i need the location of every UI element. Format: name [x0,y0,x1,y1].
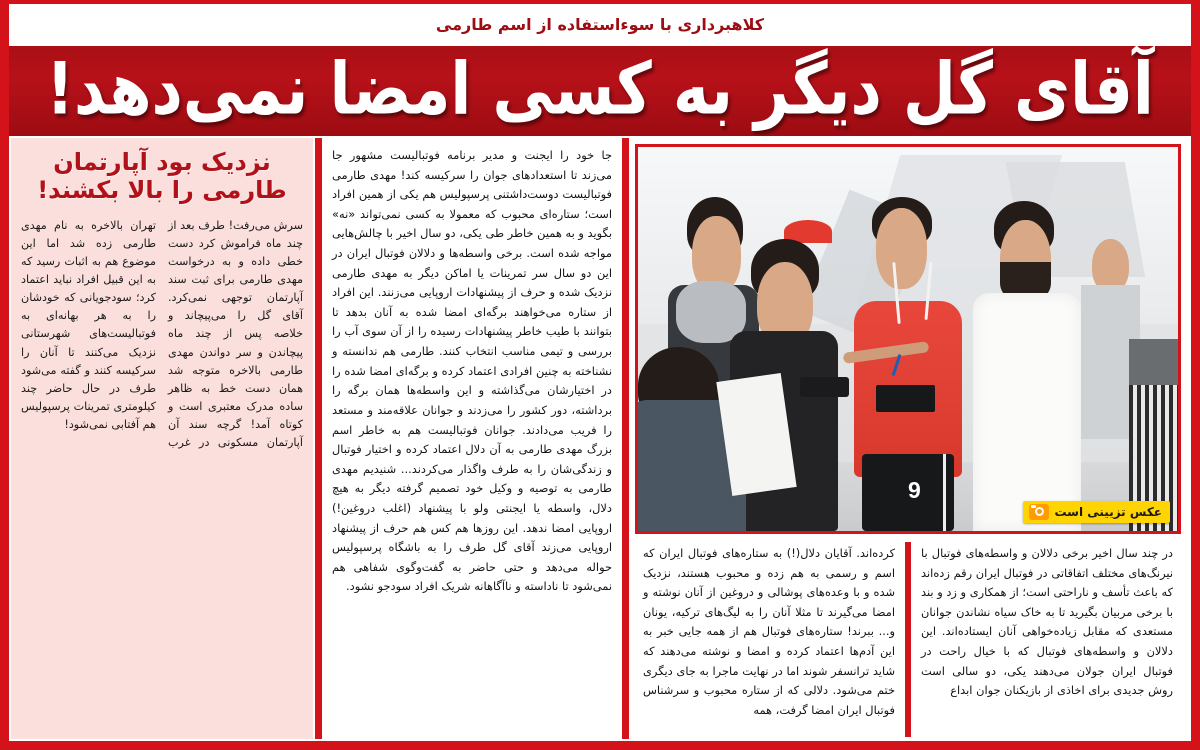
kicker-band [9,0,1191,46]
headline-band [9,46,1191,136]
sidebar-panel [11,138,313,739]
photo-clipboard [876,385,935,412]
photo-mobile-phone [800,377,849,396]
camera-icon [1029,504,1049,520]
photo-fan-3-white-shirt [973,293,1081,531]
column-divider-left-mid [315,138,322,739]
article-body [9,136,1191,741]
photo-credit-badge [1023,501,1170,523]
photo-shorts-stripe [943,454,946,531]
sidebar-body-text: سرش می‌رفت! طرف بعد از چند ماه فراموش کرد دست خطی داده و به درخواست مهدی طارمی برای ثبت سند آپارتمان توجهی نمی‌کرد. آقای گل را می‌پیچاند و خلاصه پس از چند ماه پیچاندن و سر دواندن مهدی طارمی بالاخره متوجه شد همان دست خط به ظاهر ساده مدرک معتبری است و کوتاه آمد! گرچه سند آن آپارتمان مسکونی در غرب تهران بالاخره به نام مهدی طارمی زده شد اما این موضوع هم به اثبات رسید که به این قبیل افراد نباید اعتماد کرد؛ سودجویانی که خودشان را به هر بهانه‌ای به فوتبالیست‌های شهرستانی نزدیک می‌کنند تا آنان را سرکیسه کنند و گفته می‌شود طرف در حال حاضر چند کیلومتری تمرینات پرسپولیس هم آفتابی نمی‌شود! [21,218,303,450]
column-divider-right [905,542,911,737]
column-divider-mid-right [622,138,629,739]
photo-credit-text: عکس تزیینی است [1054,505,1162,519]
article-photo [635,144,1181,534]
column-right-outer: در چند سال اخیر برخی دلالان و واسطه‌های فوتبال با نیرنگ‌های مختلف اتفاقاتی در فوتبال ایران رقم زده‌اند که باعث تأسف و ناراحتی است؛ از همکاری و زد و بند با برخی مربیان بگیرید تا به خاک سیاه نشاندن جوانان مستعدی که مقابل زیاده‌خواهی آنان ایستاده‌اند. این دلالان و واسطه‌های فوتبال که با خیال راحت در فوتبال ایران جولان می‌دهند یکی، دو سالی است روش جدیدی برای اخاذی از بازیکنان جوان ابداع [921,546,1173,698]
right-section [629,136,1191,741]
column-middle: جا خود را ایجنت و مدیر برنامه فوتبالیست مشهور جا می‌زند تا استعدادهای جوان را سرکیسه کند! مهدی طارمی فوتبالیست دوست‌داشتنی پرسپولیس هم یکی از همین افراد است؛ ستاره‌ای محبوب که معمولا به کسی نمی‌تواند «نه» بگوید و به همین خاطر طی یکی، دو سال اخیر با چالش‌هایی مواجه شده است. برخی واسطه‌ها و دلالان فوتبال ایران در این دو سال سر تمرینات یا اماکن دیگر به مهدی طارمی نزدیک شده و حرف از پیشنهادات اروپایی می‌زنند. این افراد از ستاره می‌خواهند برگه‌ای امضا شده به آنان بدهد تا بتوانند با طیب خاطر پیشنهادات رسیده را از آن سوی آب را بررسی و تیمی مناسب انتخاب کنند. طارمی هم ندانسته و نشناخته به چنین افرادی اعتماد کرده و برگه‌ای امضا شده را در اختیارشان می‌گذاشته و این واسطه‌ها همان برگه را برداشته، دور کشور را می‌زدند و جوانان علاقه‌مند و مستعد را فریب می‌دادند. جوانان فوتبالیست هم به خاطر اسم بزرگ مهدی طارمی به آن دلال اعتماد کرده و اختیار فوتبال و زندگی‌شان را به طرف واگذار می‌کردند... شنیدیم مهدی طارمی به توصیه و وکیل خود تصمیم گرفته دیگر به هیچ دلال، واسطه یا ایجنتی ولو با پیشنهاد (اغلب دروغین!) اروپایی امضا ندهد. این روزها هم کس هم حرف از پیشنهاد اروپایی می‌زند آقای گل طرف را به باشگاه پرسپولیس حواله می‌دهد و حتی حاضر به گفت‌وگوی شفاهی هم نمی‌شود تا ناداسته و ناآگاهانه شریک افراد سودجو نشود. [322,136,622,741]
sidebar-subheadline: نزدیک بود آپارتمان طارمی را بالا بکشند! [37,148,287,205]
photo-scene [638,147,1178,531]
photo-subcolumns [635,542,1181,737]
photo-footballer-head [876,208,928,289]
kicker-text: کلاهبرداری با سوءاستفاده از اسم طارمی [435,15,765,34]
page-headline: آقای گل دیگر به کسی امضا نمی‌دهد! [46,46,1154,131]
photo-jersey-number: 9 [908,477,921,504]
column-right-inner: کرده‌اند. آقایان دلال(!) به ستاره‌های فوتبال ایران که اسم و رسمی به هم زده و محبوب هستند، نزدیک شده و با وعده‌های پوشالی و دروغین از آنان نوشته و امضا می‌گیرند تا مثلا آنان را به لیگ‌های ترکیه، یونان و... ببرند! ستاره‌های فوتبال هم از همه جایی خبر به این آدم‌ها اعتماد کرده و امضا و نوشته می‌دهند که شاید ترانسفر شوند اما در نهایت ماجرا به جای دیگری ختم می‌شود. دلالی که از ستاره محبوب و سرشناس فوتبال ایران امضا گرفت، همه [643,546,895,717]
